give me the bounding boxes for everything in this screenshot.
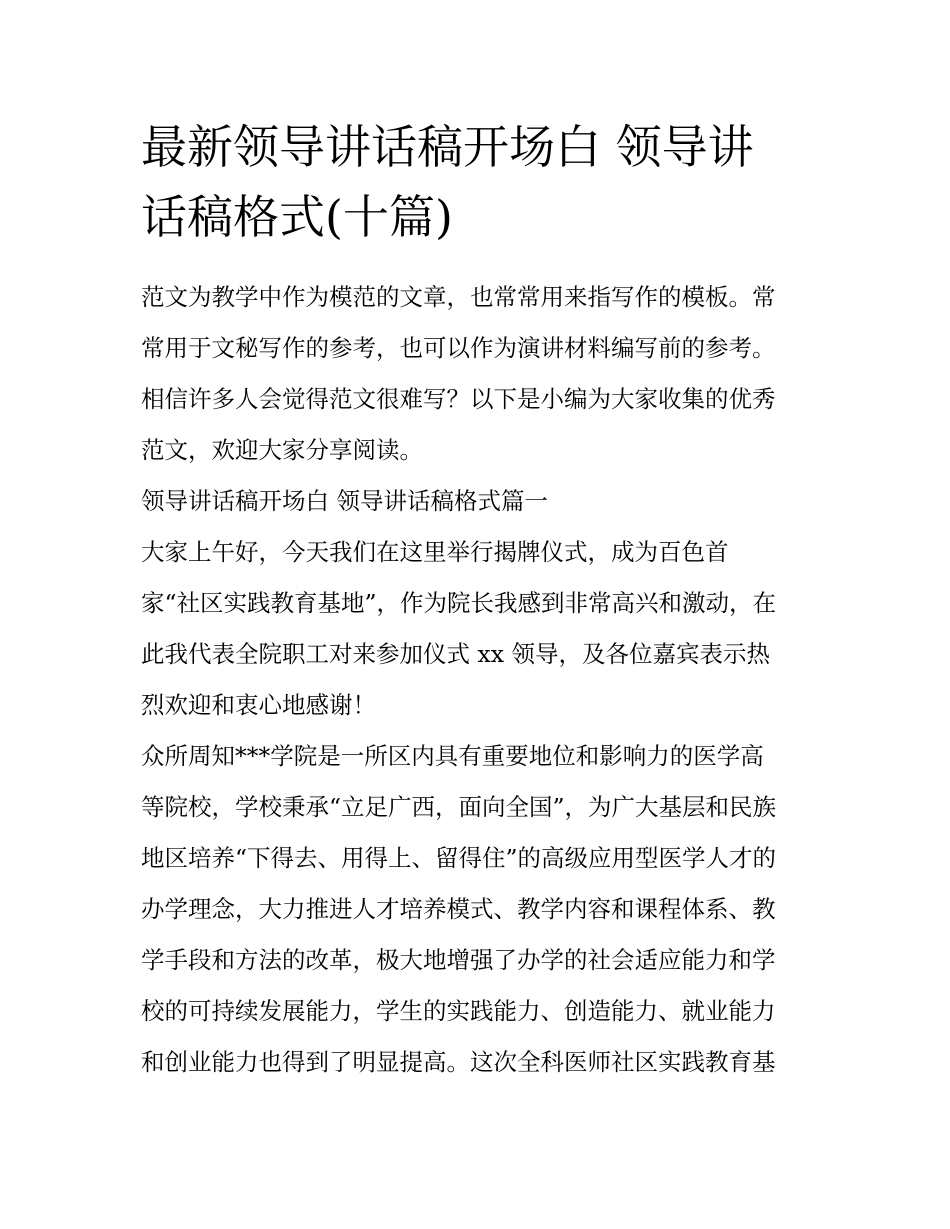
text-line: 常用于文秘写作的参考，也可以作为演讲材料编写前的参考。	[141, 334, 776, 362]
body-paragraph-1	[141, 527, 813, 731]
document-content	[141, 112, 813, 1088]
text-line: 等院校，学校秉承“立足广西，面向全国”，为广大基层和民族	[141, 793, 777, 821]
document-title	[141, 112, 813, 252]
text-line: 地区培养“下得去、用得上、留得住”的高级应用型医学人才的	[141, 844, 777, 872]
text-line: 大家上午好，今天我们在这里举行揭牌仪式，成为百色首	[141, 538, 729, 566]
text-line: 相信许多人会觉得范文很难写？以下是小编为大家收集的优秀	[141, 385, 776, 413]
text-line: 和创业能力也得到了明显提高。这次全科医师社区实践教育基	[141, 1048, 776, 1076]
intro-paragraph	[141, 272, 813, 476]
text-line: 烈欢迎和衷心地感谢！	[141, 691, 376, 719]
text-line: 范文，欢迎大家分享阅读。	[141, 436, 423, 464]
text-line: 校的可持续发展能力，学生的实践能力、创造能力、就业能力	[141, 997, 776, 1025]
text-line: 家“社区实践教育基地”，作为院长我感到非常高兴和激动，在	[141, 589, 777, 617]
section-heading: 领导讲话稿开场白 领导讲话稿格式篇一	[141, 487, 548, 515]
title-line: 最新领导讲话稿开场白 领导讲	[141, 120, 754, 174]
text-line: 办学理念，大力推进人才培养模式、教学内容和课程体系、教	[141, 895, 776, 923]
text-line: 学手段和方法的改革，极大地增强了办学的社会适应能力和学	[141, 946, 776, 974]
text-line: 范文为教学中作为模范的文章，也常常用来指写作的模板。常	[141, 283, 776, 311]
body-paragraph-2	[141, 731, 813, 1088]
text-line: 此我代表全院职工对来参加仪式 xx 领导，及各位嘉宾表示热	[141, 640, 770, 668]
text-line: 众所周知***学院是一所区内具有重要地位和影响力的医学高	[141, 742, 764, 770]
title-line: 话稿格式(十篇)	[141, 190, 453, 244]
